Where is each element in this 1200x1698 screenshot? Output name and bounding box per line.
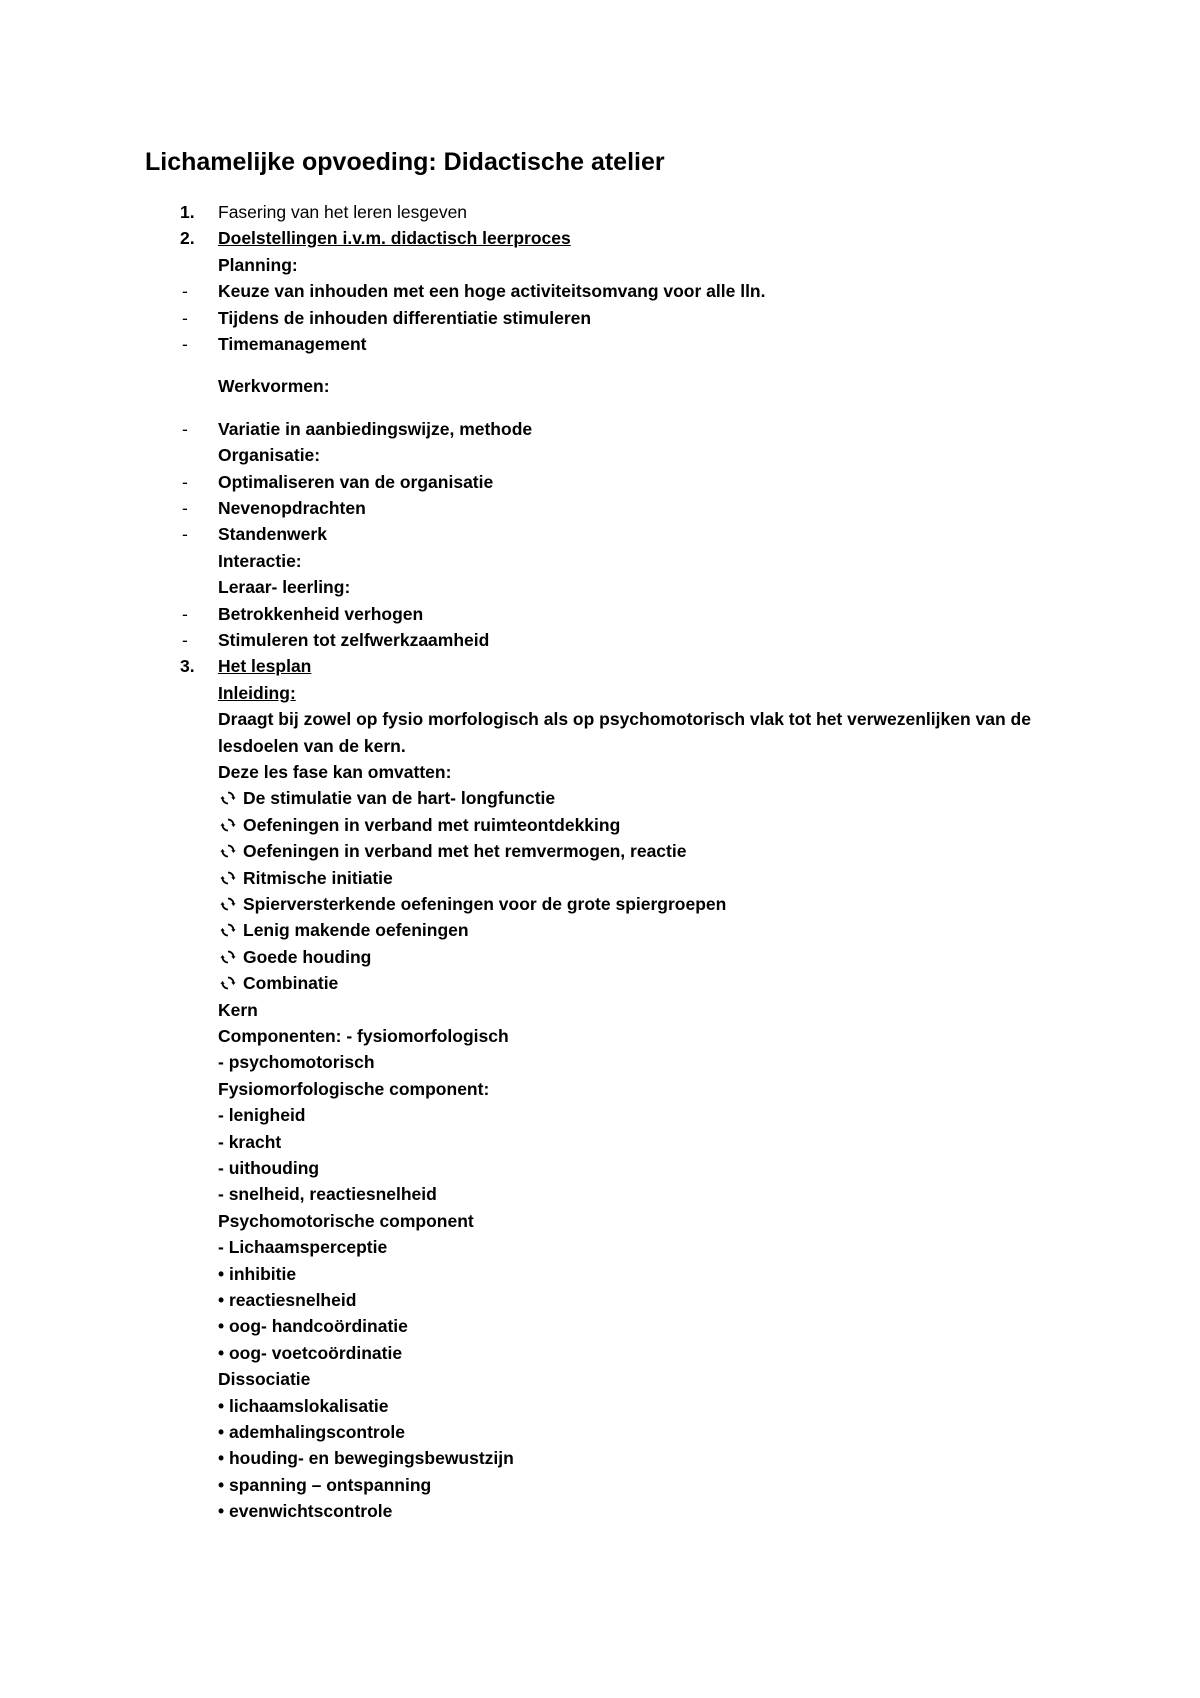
document-line: Doelstellingen i.v.m. didactisch leerproces bbox=[218, 228, 571, 248]
list-dash: - bbox=[182, 630, 188, 650]
document-line: • spanning – ontspanning bbox=[218, 1475, 432, 1495]
document-line: Oefeningen in verband met het remvermogen, reactie bbox=[243, 841, 687, 861]
document-line: Leraar- leerling: bbox=[218, 577, 351, 597]
list-dash: - bbox=[182, 419, 188, 439]
document-line: • ademhalingscontrole bbox=[218, 1422, 405, 1442]
document-line: Planning: bbox=[218, 255, 298, 275]
document-line: lesdoelen van de kern. bbox=[218, 736, 406, 756]
document-line: - psychomotorisch bbox=[218, 1052, 375, 1072]
cycle-bullet-icon bbox=[220, 843, 236, 859]
document-line: • oog- voetcoördinatie bbox=[218, 1343, 403, 1363]
document-line: • oog- handcoördinatie bbox=[218, 1316, 408, 1336]
document-line: - kracht bbox=[218, 1132, 282, 1152]
list-dash: - bbox=[182, 604, 188, 624]
cycle-bullet-icon bbox=[220, 922, 236, 938]
document-line: Oefeningen in verband met ruimteontdekking bbox=[243, 815, 621, 835]
document-line: Variatie in aanbiedingswijze, methode bbox=[218, 419, 533, 439]
document-line: Spierversterkende oefeningen voor de grote spiergroepen bbox=[243, 894, 727, 914]
document-line: Stimuleren tot zelfwerkzaamheid bbox=[218, 630, 490, 650]
document-line: Combinatie bbox=[243, 973, 339, 993]
document-line: De stimulatie van de hart- longfunctie bbox=[243, 788, 556, 808]
document-line: Kern bbox=[218, 1000, 258, 1020]
document-line: Componenten: - fysiomorfologisch bbox=[218, 1026, 509, 1046]
document-line: • lichaamslokalisatie bbox=[218, 1396, 389, 1416]
document-line: • inhibitie bbox=[218, 1264, 297, 1284]
document-line: - snelheid, reactiesnelheid bbox=[218, 1184, 437, 1204]
list-number: 2. bbox=[180, 228, 195, 248]
cycle-bullet-icon bbox=[220, 790, 236, 806]
document-line: Lenig makende oefeningen bbox=[243, 920, 469, 940]
list-dash: - bbox=[182, 472, 188, 492]
list-number: 3. bbox=[180, 656, 195, 676]
document-title: Lichamelijke opvoeding: Didactische atelier bbox=[145, 148, 665, 176]
document-line: Fysiomorfologische component: bbox=[218, 1079, 490, 1099]
document-line: Inleiding: bbox=[218, 683, 296, 703]
document-line: - uithouding bbox=[218, 1158, 320, 1178]
document-line: • reactiesnelheid bbox=[218, 1290, 357, 1310]
document-line: • evenwichtscontrole bbox=[218, 1501, 393, 1521]
document-line: Dissociatie bbox=[218, 1369, 311, 1389]
document-line: Tijdens de inhouden differentiatie stimuleren bbox=[218, 308, 592, 328]
document-line: Draagt bij zowel op fysio morfologisch als op psychomotorisch vlak tot het verwezenlijken van de bbox=[218, 709, 1031, 729]
document-line: Werkvormen: bbox=[218, 376, 330, 396]
document-line: Keuze van inhouden met een hoge activiteitsomvang voor alle lln. bbox=[218, 281, 766, 301]
document-line: Het lesplan bbox=[218, 656, 312, 676]
list-dash: - bbox=[182, 308, 188, 328]
document-line: Optimaliseren van de organisatie bbox=[218, 472, 494, 492]
cycle-bullet-icon bbox=[220, 870, 236, 886]
document-line: Standenwerk bbox=[218, 524, 327, 544]
document-line: Nevenopdrachten bbox=[218, 498, 366, 518]
document-line: Fasering van het leren lesgeven bbox=[218, 202, 468, 222]
cycle-bullet-icon bbox=[220, 975, 236, 991]
document-line: - Lichaamsperceptie bbox=[218, 1237, 388, 1257]
document-line: Betrokkenheid verhogen bbox=[218, 604, 424, 624]
cycle-bullet-icon bbox=[220, 949, 236, 965]
document-line: Psychomotorische component bbox=[218, 1211, 474, 1231]
list-dash: - bbox=[182, 524, 188, 544]
list-dash: - bbox=[182, 334, 188, 354]
list-dash: - bbox=[182, 281, 188, 301]
list-number: 1. bbox=[180, 202, 195, 222]
document-line: • houding- en bewegingsbewustzijn bbox=[218, 1448, 514, 1468]
document-line: Ritmische initiatie bbox=[243, 868, 393, 888]
document-line: Goede houding bbox=[243, 947, 372, 967]
list-dash: - bbox=[182, 498, 188, 518]
document-line: Deze les fase kan omvatten: bbox=[218, 762, 452, 782]
cycle-bullet-icon bbox=[220, 817, 236, 833]
document-line: - lenigheid bbox=[218, 1105, 306, 1125]
document-line: Interactie: bbox=[218, 551, 302, 571]
document-line: Organisatie: bbox=[218, 445, 321, 465]
cycle-bullet-icon bbox=[220, 896, 236, 912]
document-line: Timemanagement bbox=[218, 334, 367, 354]
